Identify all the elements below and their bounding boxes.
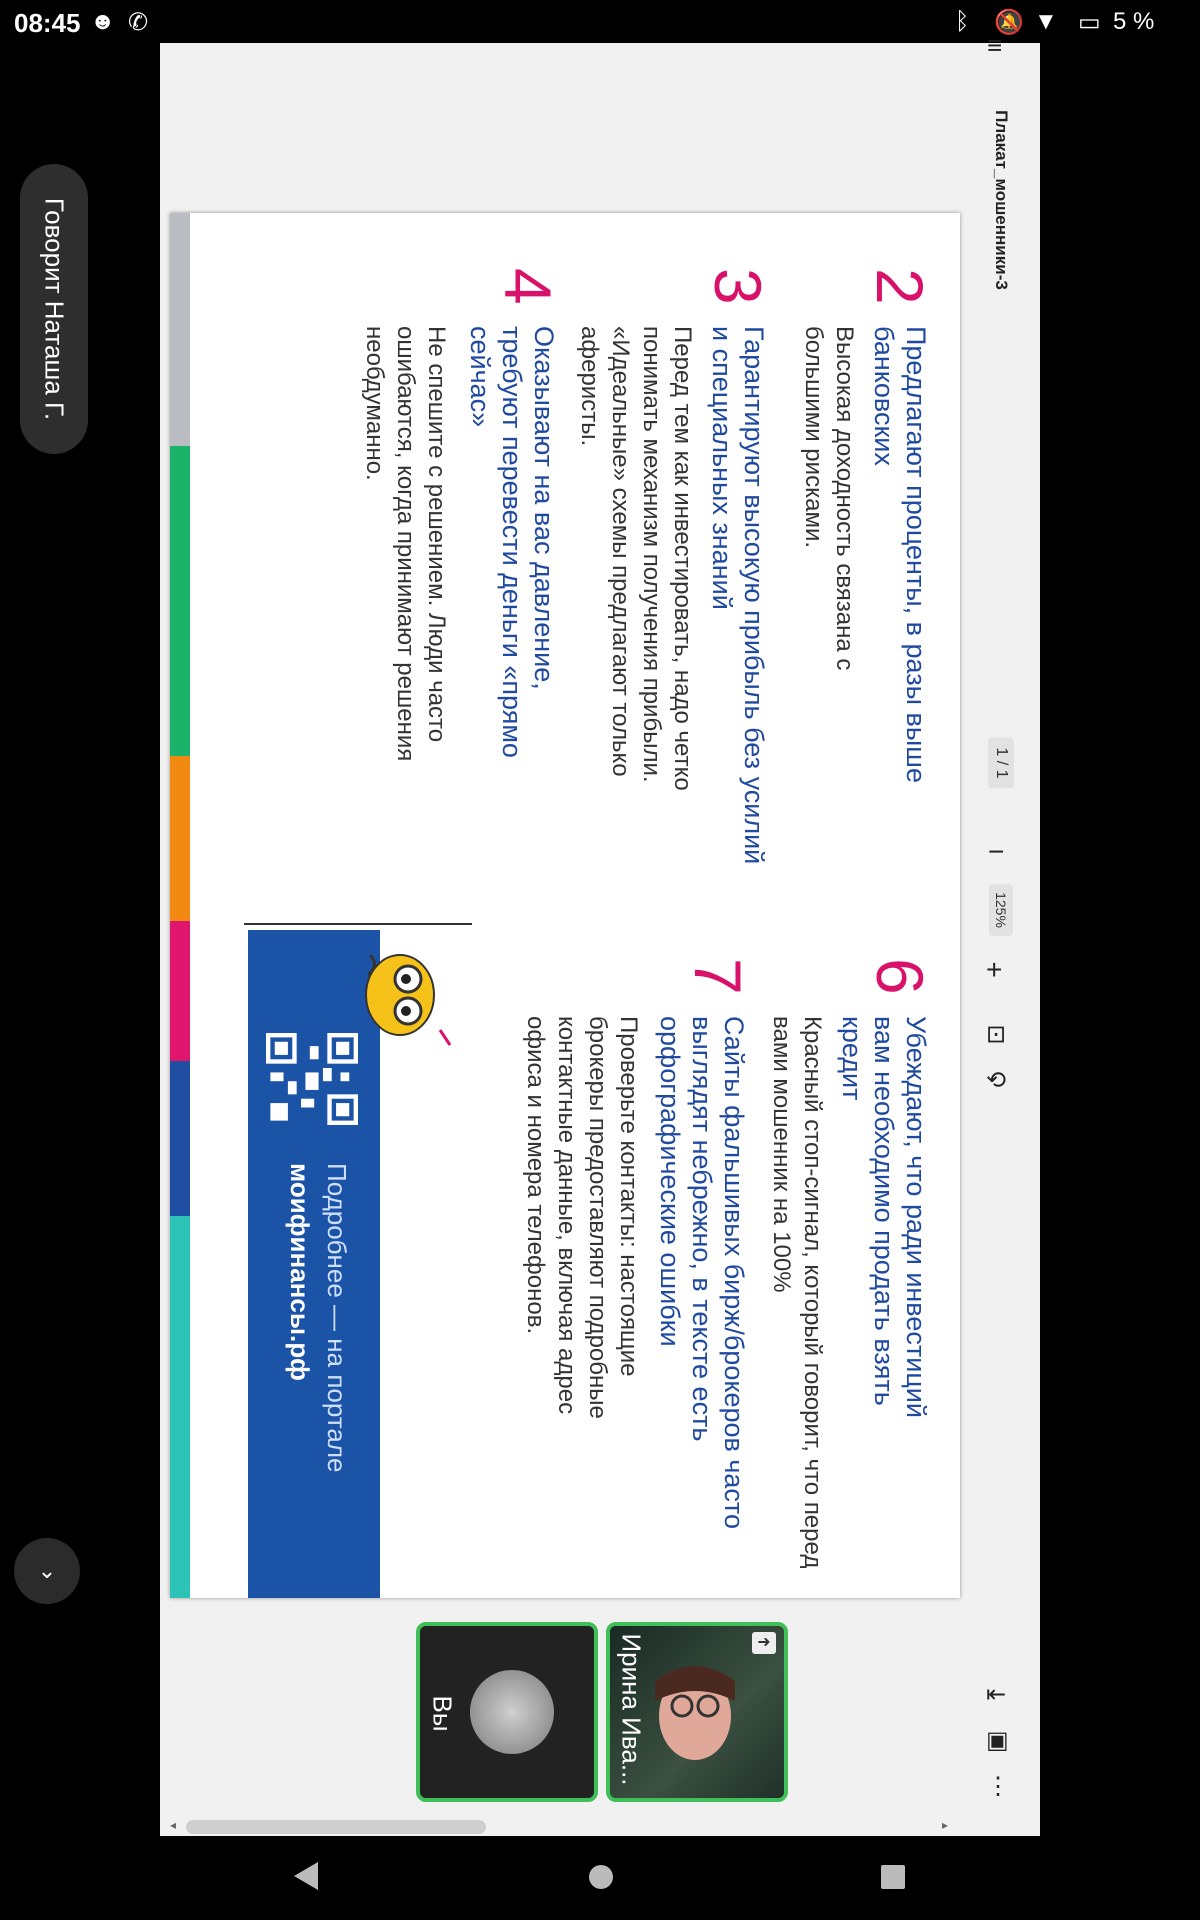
speaking-indicator xyxy=(20,164,88,454)
menu-icon[interactable]: ≡ xyxy=(987,30,1003,60)
fit-page-icon[interactable]: ⊡ xyxy=(986,1021,1007,1048)
rotate-icon[interactable]: ⟲ xyxy=(986,1067,1007,1094)
pin-icon[interactable]: ➜ xyxy=(752,1632,776,1654)
item-number: 7 xyxy=(681,958,755,995)
item-text: Не спешите с решением. Люди часто ошибаются, когда принимают решения необдуманно. xyxy=(361,326,450,762)
status-time: 08:45 xyxy=(14,8,81,38)
portal-link[interactable]: моифинансы.рф xyxy=(285,1163,315,1381)
item-number: 2 xyxy=(863,268,937,305)
battery-icon: ▭ xyxy=(1078,9,1101,36)
document-title: Плакат_мошенники-3 xyxy=(992,110,1011,290)
app-notification-icon: ☻ xyxy=(90,8,116,35)
item-heading: Гарантируют высокую прибыль без усилий и специальных знаний xyxy=(707,326,769,865)
scroll-right-arrow[interactable]: ▸ xyxy=(942,1818,949,1832)
speaking-indicator-label: Говорит Наташа Г. xyxy=(39,197,70,421)
status-bar xyxy=(0,0,1200,43)
portal-text: Подробнее — на портале xyxy=(322,1163,352,1473)
divider-line xyxy=(244,923,472,925)
self-tile[interactable] xyxy=(416,1622,598,1802)
item-heading: Сайты фальшивых бирж/брокеров часто выглядят небрежно, в тексте есть орфографические ошибки xyxy=(655,1016,749,1530)
mascot-illustration xyxy=(350,935,460,1055)
bluetooth-icon: ᛒ xyxy=(955,8,970,35)
zoom-level[interactable]: 125% xyxy=(989,884,1013,936)
item-text: Красный стоп-сигнал, который говорит, что перед вами мошенник на 100% xyxy=(768,1016,826,1569)
chevron-down-icon: ⌄ xyxy=(37,1558,57,1583)
color-stripes xyxy=(170,213,190,1598)
stripe-segment xyxy=(170,1061,190,1216)
zoom-in-button[interactable]: + xyxy=(986,954,1003,985)
qr-code[interactable] xyxy=(266,1033,358,1125)
page-indicator: 1 / 1 xyxy=(988,737,1014,788)
item-number: 3 xyxy=(701,268,775,305)
back-icon[interactable] xyxy=(292,1860,320,1892)
participant-face xyxy=(640,1656,750,1766)
stripe-segment xyxy=(170,921,190,1061)
navigation-bar xyxy=(0,1836,1200,1920)
participant-tile[interactable] xyxy=(606,1622,788,1802)
battery-level: 5 % xyxy=(1113,8,1155,35)
item-heading: Предлагают проценты, в разы выше банковских xyxy=(869,326,931,783)
item-number: 4 xyxy=(491,268,565,305)
stripe-segment xyxy=(170,1216,190,1598)
zoom-out-button[interactable]: − xyxy=(988,836,1005,867)
exit-icon[interactable]: ⇤ xyxy=(986,1681,1007,1708)
phone-call-icon: ✆ xyxy=(128,9,149,36)
item-heading: Убеждают, что ради инвестиций вам необходимо продать взять кредит xyxy=(837,1016,931,1418)
collapse-button[interactable] xyxy=(14,1538,80,1604)
participant-name: Ирина Ива... xyxy=(616,1633,647,1786)
item-text: Высокая доходность связана с большими рисками. xyxy=(800,326,858,671)
muted-notifications-icon: 🔕 xyxy=(994,9,1024,36)
item-number: 6 xyxy=(863,958,937,995)
self-label: Вы xyxy=(427,1695,458,1732)
recents-icon[interactable] xyxy=(880,1864,906,1890)
poster-content xyxy=(170,213,960,1598)
device-icon[interactable]: ▣ xyxy=(986,1727,1009,1754)
item-text: Перед тем как инвестировать, надо четко понимать механизм получения прибыли. «Идеальные» схемы предлагают только аферисты. xyxy=(576,326,696,791)
item-text: Проверьте контакты: настоящие брокеры предоставляют подробные контактные данные, включая адрес офиса и номера телефонов. xyxy=(522,1016,642,1419)
home-icon[interactable] xyxy=(588,1864,614,1890)
item-heading: Оказывают на вас давление, требуют перевести деньги «прямо сейчас» xyxy=(465,326,559,758)
poster-page xyxy=(170,213,960,1598)
more-options-icon[interactable]: ⋮ xyxy=(986,1773,1010,1800)
stripe-segment xyxy=(170,213,190,446)
avatar xyxy=(470,1670,554,1754)
horizontal-scrollbar[interactable] xyxy=(186,1820,486,1834)
wifi-icon: ▼ xyxy=(1034,8,1058,35)
scroll-left-arrow[interactable]: ◂ xyxy=(170,1818,177,1832)
stripe-segment xyxy=(170,446,190,756)
stripe-segment xyxy=(170,756,190,921)
